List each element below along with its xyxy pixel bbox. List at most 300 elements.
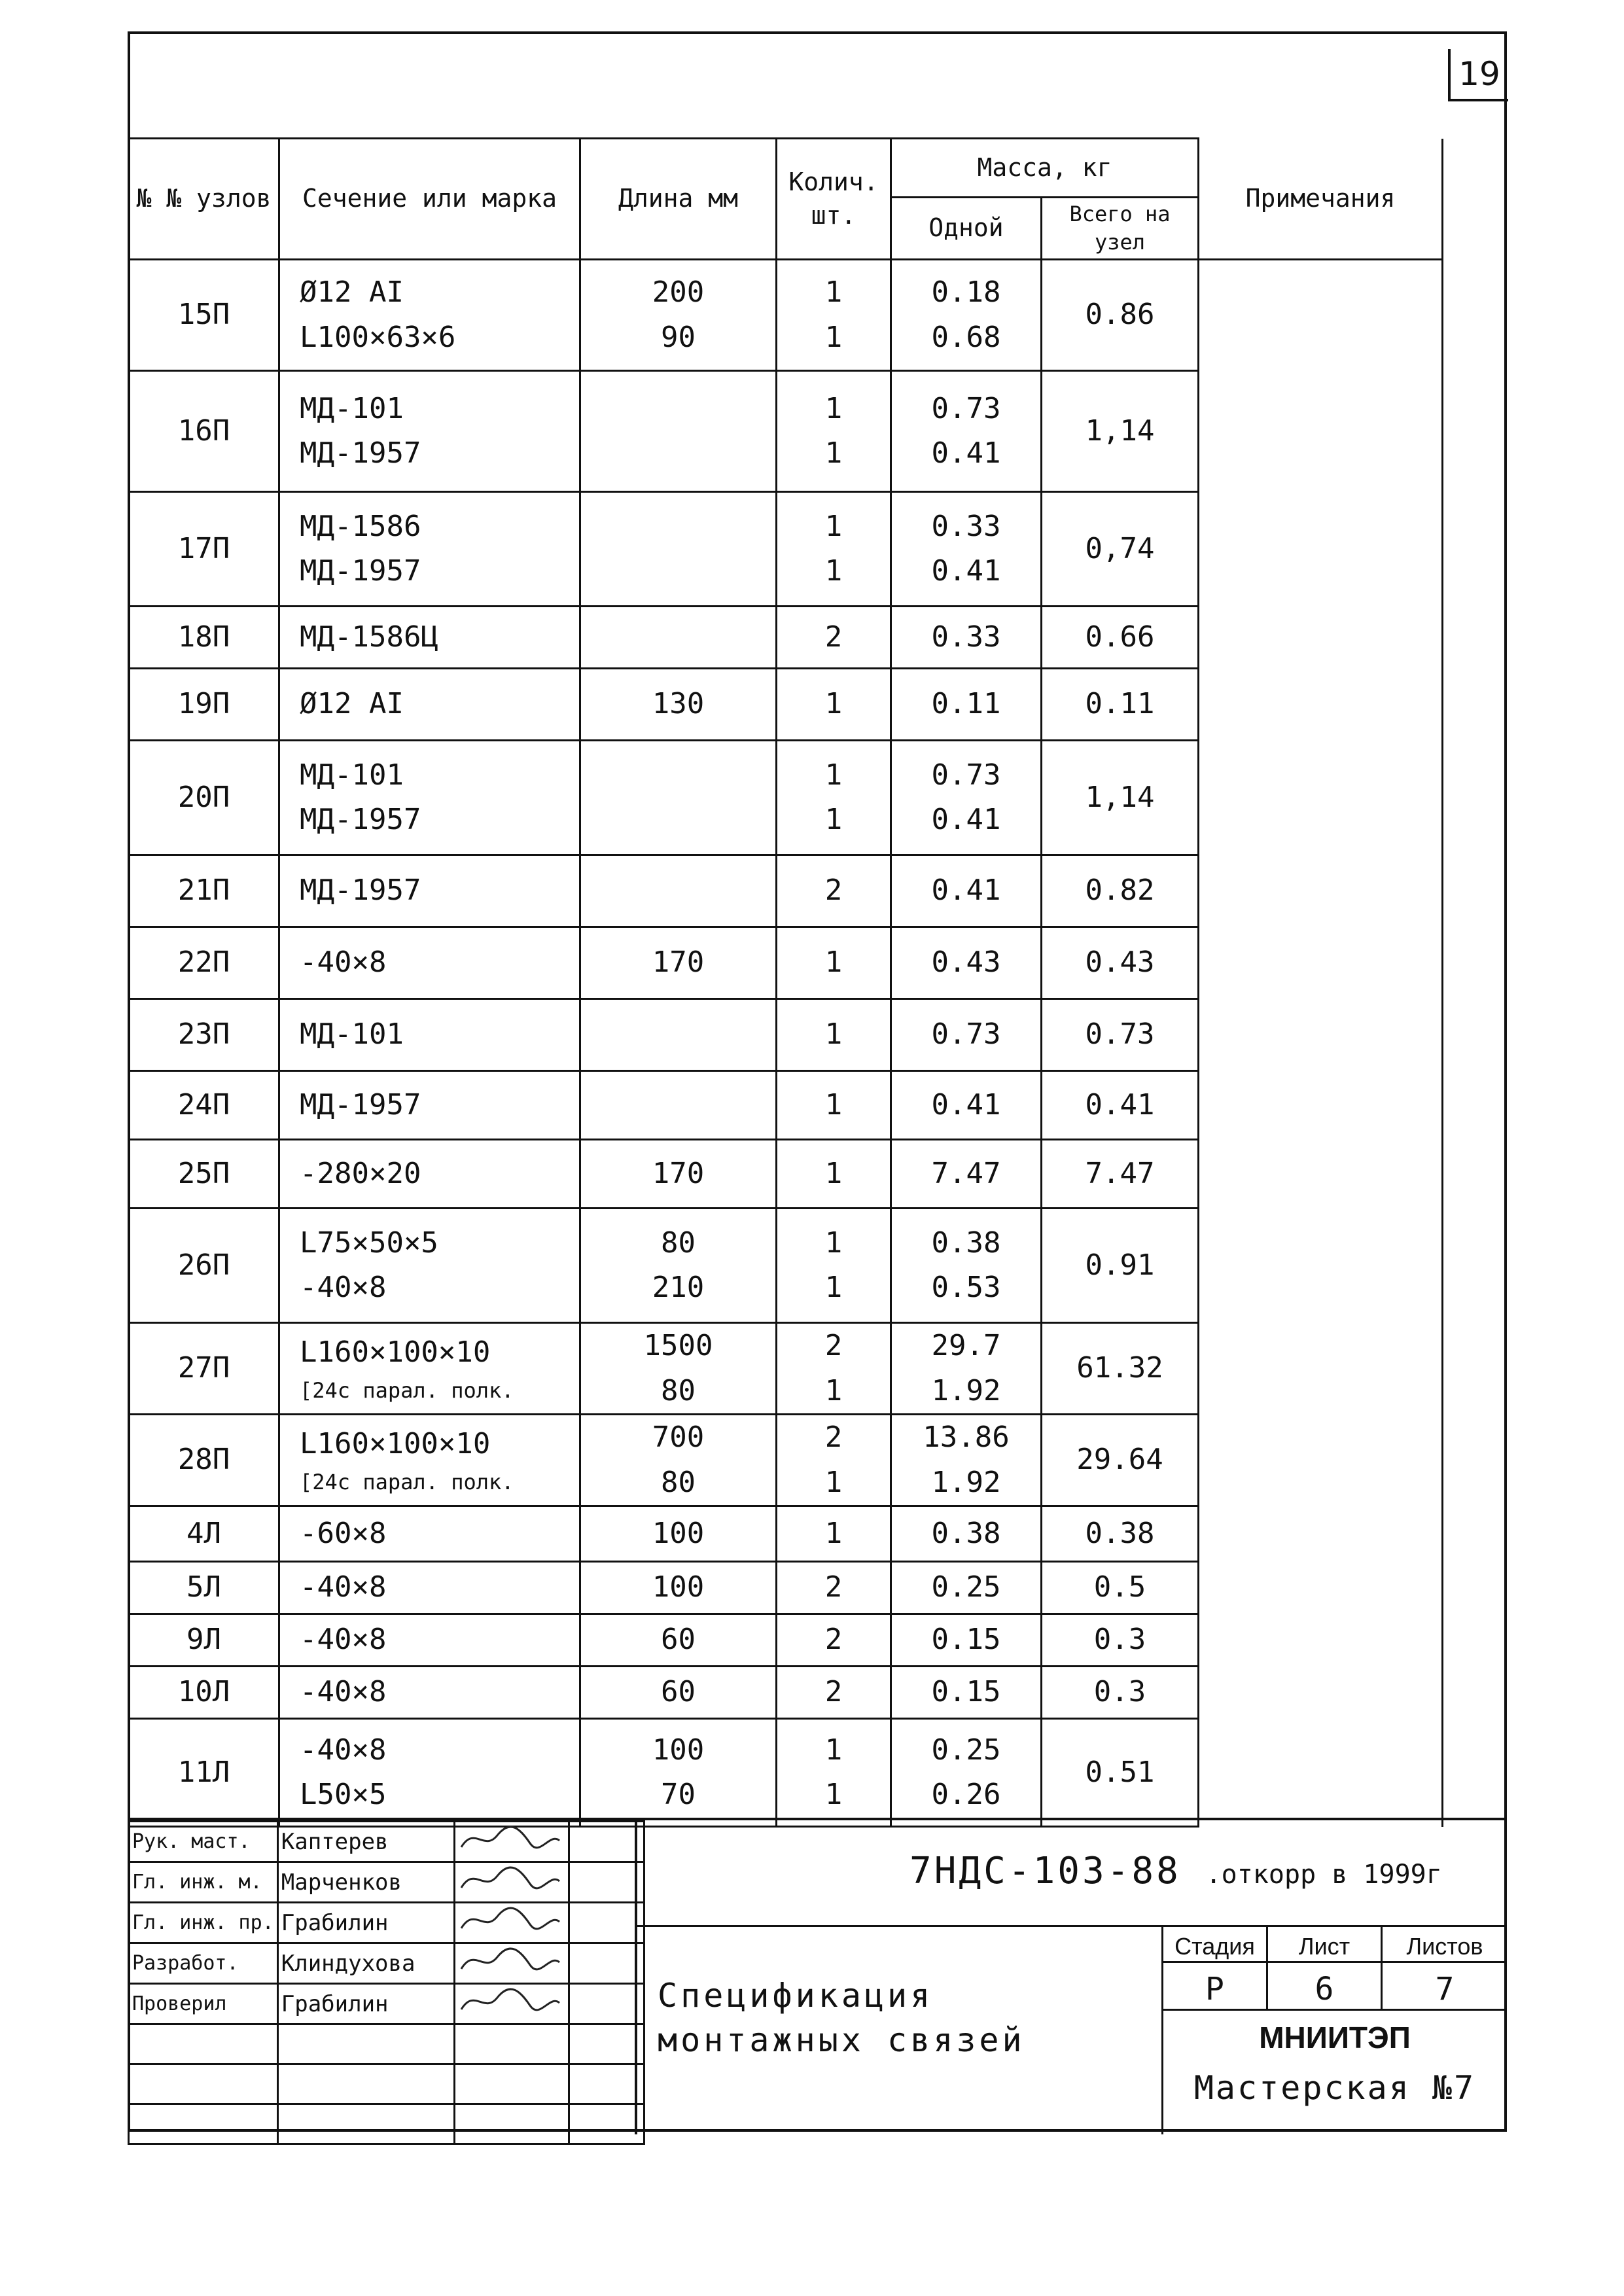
section-cell xyxy=(279,1614,580,1667)
table-row xyxy=(129,1209,1443,1323)
length-cell-line: 210 xyxy=(652,1271,705,1304)
qty-cell-line: 1 xyxy=(824,1226,843,1260)
title-block xyxy=(128,1818,1507,2132)
mass-one-cell xyxy=(891,1140,1042,1209)
stage-value: Р xyxy=(1205,1971,1224,2007)
table-row xyxy=(129,669,1443,741)
signature-scribble xyxy=(458,1944,563,1977)
length-cell-line: 60 xyxy=(661,1675,696,1709)
header-node-no: № № узлов xyxy=(129,139,279,260)
section-cell xyxy=(279,1209,580,1323)
staff-name: Каптерев xyxy=(277,1822,454,1862)
length-cell xyxy=(580,1209,777,1323)
signature-scribble xyxy=(458,1822,563,1855)
node-cell: 17П xyxy=(129,492,279,607)
length-cell-line: 170 xyxy=(652,945,705,980)
table-row xyxy=(129,492,1443,607)
length-cell-line: 80 xyxy=(661,1465,696,1499)
page-number: 19 xyxy=(1448,49,1508,101)
sheet-value: 6 xyxy=(1315,1971,1334,2007)
length-cell-line: 100 xyxy=(652,1516,705,1550)
length-cell-line: 130 xyxy=(652,687,705,721)
node-cell: 16П xyxy=(129,371,279,492)
stage-label: Стадия xyxy=(1174,1933,1255,1960)
section-cell-line: -40×8 xyxy=(300,1733,387,1767)
mass-one-cell-line: 0.38 xyxy=(931,1226,1001,1260)
table-row xyxy=(129,1140,1443,1209)
qty-cell-line: 2 xyxy=(824,1329,843,1363)
section-cell-line: -60×8 xyxy=(300,1516,387,1550)
qty-cell-line: 2 xyxy=(824,1421,843,1455)
qty-cell-line: 2 xyxy=(824,620,843,654)
qty-cell xyxy=(777,1562,891,1614)
notes-cell xyxy=(1199,260,1443,371)
staff-name: Грабилин xyxy=(277,1903,454,1943)
mass-total-cell: 61.32 xyxy=(1042,1323,1199,1415)
sheet-label: Лист xyxy=(1298,1933,1350,1960)
qty-cell xyxy=(777,1614,891,1667)
mass-one-cell xyxy=(891,855,1042,927)
node-cell: 9Л xyxy=(129,1614,279,1667)
mass-total-cell: 7.47 xyxy=(1042,1140,1199,1209)
section-cell-line: МД-1957 xyxy=(300,874,421,908)
length-cell xyxy=(580,1415,777,1506)
mass-one-cell-line: 0.33 xyxy=(931,620,1001,654)
mass-total-cell: 0.43 xyxy=(1042,927,1199,999)
notes-cell xyxy=(1199,371,1443,492)
qty-cell-line: 1 xyxy=(824,1733,843,1767)
notes-cell xyxy=(1199,1614,1443,1667)
mass-one-cell xyxy=(891,1506,1042,1562)
mass-one-cell-line: 0.38 xyxy=(931,1516,1001,1550)
length-cell xyxy=(580,1323,777,1415)
node-cell: 11Л xyxy=(129,1719,279,1827)
section-cell xyxy=(279,741,580,855)
mass-total-cell: 29.64 xyxy=(1042,1415,1199,1506)
staff-name: Марченков xyxy=(277,1862,454,1903)
qty-cell-line: 1 xyxy=(824,391,843,425)
header-section: Сечение или марка xyxy=(279,139,580,260)
qty-cell-line: 2 xyxy=(824,1623,843,1657)
length-cell xyxy=(580,855,777,927)
section-cell-line: МД-101 xyxy=(300,758,404,792)
section-cell-line: -40×8 xyxy=(300,1570,387,1604)
notes-cell xyxy=(1199,1506,1443,1562)
staff-row xyxy=(129,1984,644,2024)
node-cell: 24П xyxy=(129,1071,279,1140)
qty-cell-line: 1 xyxy=(824,1465,843,1499)
section-cell xyxy=(279,855,580,927)
signature xyxy=(454,1984,569,2024)
staff-table xyxy=(128,1820,645,2145)
mass-one-cell xyxy=(891,1323,1042,1415)
notes-cell xyxy=(1199,1667,1443,1719)
section-cell xyxy=(279,1323,580,1415)
mass-one-cell-line: 0.33 xyxy=(931,509,1001,543)
section-cell-line: МД-101 xyxy=(300,391,404,425)
section-cell-line: МД-1957 xyxy=(300,1087,421,1122)
mass-one-cell-line: 0.11 xyxy=(931,687,1001,721)
signature xyxy=(454,1943,569,1984)
mass-one-cell-line: 0.41 xyxy=(931,874,1001,908)
signature xyxy=(454,1822,569,1862)
qty-cell xyxy=(777,1719,891,1827)
mass-total-cell: 0,74 xyxy=(1042,492,1199,607)
qty-cell xyxy=(777,741,891,855)
mass-one-cell-line: 1.92 xyxy=(931,1465,1001,1499)
mass-one-cell xyxy=(891,1415,1042,1506)
staff-role: Гл. инж. пр. xyxy=(129,1903,278,1943)
table-row xyxy=(129,1719,1443,1827)
qty-cell-line: 1 xyxy=(824,945,843,980)
mass-total-cell: 0.5 xyxy=(1042,1562,1199,1614)
date-cell xyxy=(569,1984,644,2024)
length-cell-line: 200 xyxy=(652,275,705,309)
date-cell xyxy=(569,1943,644,1984)
staff-name: Клиндухова xyxy=(277,1943,454,1984)
section-cell-line: -40×8 xyxy=(300,1623,387,1657)
qty-cell-line: 1 xyxy=(824,687,843,721)
length-cell xyxy=(580,1562,777,1614)
node-cell: 18П xyxy=(129,607,279,669)
table-row xyxy=(129,371,1443,492)
section-cell-line: L160×100×10 xyxy=(300,1335,491,1369)
qty-cell-line: 1 xyxy=(824,275,843,309)
qty-cell-line: 2 xyxy=(824,1675,843,1709)
notes-cell xyxy=(1199,669,1443,741)
mass-one-cell xyxy=(891,260,1042,371)
staff-row xyxy=(129,1903,644,1943)
qty-cell-line: 1 xyxy=(824,1156,843,1190)
mass-one-cell xyxy=(891,1614,1042,1667)
mass-total-cell: 0.11 xyxy=(1042,669,1199,741)
document-code: 7НДС-103-88 xyxy=(909,1850,1181,1892)
notes-cell xyxy=(1199,1562,1443,1614)
section-cell-line: Ø12 AI xyxy=(300,275,404,309)
mass-one-cell xyxy=(891,669,1042,741)
length-cell xyxy=(580,371,777,492)
mass-one-cell-line: 0.25 xyxy=(931,1570,1001,1604)
table-row xyxy=(129,1323,1443,1415)
table-row xyxy=(129,855,1443,927)
node-cell: 19П xyxy=(129,669,279,741)
notes-cell xyxy=(1199,1140,1443,1209)
node-cell: 20П xyxy=(129,741,279,855)
length-cell xyxy=(580,741,777,855)
length-cell-line: 100 xyxy=(652,1733,705,1767)
qty-cell-line: 1 xyxy=(824,1017,843,1051)
notes-cell xyxy=(1199,741,1443,855)
section-cell-line: -40×8 xyxy=(300,1271,387,1304)
signature xyxy=(454,1903,569,1943)
node-cell: 10Л xyxy=(129,1667,279,1719)
qty-cell-line: 1 xyxy=(824,758,843,792)
table-row xyxy=(129,1071,1443,1140)
section-cell-line: [24с парал. полк. xyxy=(300,1469,514,1494)
length-cell-line: 80 xyxy=(661,1373,696,1407)
qty-cell xyxy=(777,1506,891,1562)
section-cell-line: МД-101 xyxy=(300,1017,404,1051)
node-cell: 25П xyxy=(129,1140,279,1209)
mass-total-cell: 0.91 xyxy=(1042,1209,1199,1323)
node-cell: 15П xyxy=(129,260,279,371)
header-mass-total: Всего на узел xyxy=(1042,198,1199,260)
staff-row xyxy=(129,1862,644,1903)
signature-scribble xyxy=(458,1985,563,2017)
mass-one-cell-line: 0.26 xyxy=(931,1778,1001,1811)
length-cell xyxy=(580,1071,777,1140)
mass-one-cell xyxy=(891,927,1042,999)
section-cell xyxy=(279,1667,580,1719)
section-cell xyxy=(279,607,580,669)
drawing-title: Спецификация монтажных связей xyxy=(658,1977,1025,2059)
qty-cell xyxy=(777,999,891,1071)
qty-cell-line: 1 xyxy=(824,1087,843,1122)
qty-cell xyxy=(777,492,891,607)
length-cell xyxy=(580,1140,777,1209)
header-row xyxy=(129,139,1443,198)
section-cell-line: L160×100×10 xyxy=(300,1426,491,1460)
length-cell-line: 170 xyxy=(652,1156,705,1190)
qty-cell xyxy=(777,1209,891,1323)
mass-one-cell-line: 0.73 xyxy=(931,758,1001,792)
mass-one-cell xyxy=(891,741,1042,855)
qty-cell xyxy=(777,1667,891,1719)
mass-total-cell: 0.51 xyxy=(1042,1719,1199,1827)
qty-cell-line: 1 xyxy=(824,320,843,354)
mass-one-cell-line: 0.73 xyxy=(931,1017,1001,1051)
mass-one-cell-line: 0.41 xyxy=(931,1087,1001,1122)
node-cell: 27П xyxy=(129,1323,279,1415)
staff-role: Гл. инж. м. xyxy=(129,1862,278,1903)
qty-cell-line: 1 xyxy=(824,803,843,836)
node-cell: 5Л xyxy=(129,1562,279,1614)
mass-one-cell-line: 0.41 xyxy=(931,803,1001,836)
document-number xyxy=(909,1850,1442,1892)
node-cell: 4Л xyxy=(129,1506,279,1562)
qty-cell xyxy=(777,927,891,999)
sheets-label: Листов xyxy=(1406,1933,1483,1960)
length-cell-line: 60 xyxy=(661,1623,696,1657)
qty-cell-line: 1 xyxy=(824,436,843,470)
section-cell xyxy=(279,1415,580,1506)
length-cell-line: 80 xyxy=(661,1226,696,1260)
section-cell-line: Ø12 AI xyxy=(300,687,404,721)
specification-table xyxy=(128,137,1443,1828)
mass-total-cell: 0.82 xyxy=(1042,855,1199,927)
length-cell-line: 70 xyxy=(661,1778,696,1811)
sheets-value: 7 xyxy=(1435,1971,1455,2007)
table-row xyxy=(129,1614,1443,1667)
signature xyxy=(454,1862,569,1903)
header-mass-one: Одной xyxy=(891,198,1042,260)
table-row xyxy=(129,1415,1443,1506)
mass-one-cell xyxy=(891,1562,1042,1614)
section-cell-line: МД-1586Ц xyxy=(300,620,438,654)
table-row xyxy=(129,741,1443,855)
staff-role: Проверил xyxy=(129,1984,278,2024)
mass-one-cell-line: 0.43 xyxy=(931,945,1001,980)
mass-total-cell: 0.38 xyxy=(1042,1506,1199,1562)
date-cell xyxy=(569,1822,644,1862)
section-cell xyxy=(279,1562,580,1614)
table-row xyxy=(129,1667,1443,1719)
section-cell xyxy=(279,1071,580,1140)
node-cell: 21П xyxy=(129,855,279,927)
section-cell-line: МД-1957 xyxy=(300,436,421,470)
mass-one-cell-line: 0.68 xyxy=(931,320,1001,354)
mass-one-cell xyxy=(891,999,1042,1071)
node-cell: 28П xyxy=(129,1415,279,1506)
mass-one-cell-line: 0.25 xyxy=(931,1733,1001,1767)
staff-name: Грабилин xyxy=(277,1984,454,2024)
staff-row xyxy=(129,1943,644,1984)
section-cell-line: МД-1957 xyxy=(300,803,421,836)
section-cell xyxy=(279,492,580,607)
qty-cell xyxy=(777,1071,891,1140)
qty-cell xyxy=(777,1323,891,1415)
section-cell xyxy=(279,669,580,741)
mass-one-cell xyxy=(891,371,1042,492)
qty-cell xyxy=(777,371,891,492)
workshop: Мастерская №7 xyxy=(1193,2069,1476,2107)
qty-cell xyxy=(777,669,891,741)
qty-cell-line: 1 xyxy=(824,1516,843,1550)
qty-cell-line: 1 xyxy=(824,554,843,588)
qty-cell-line: 2 xyxy=(824,1570,843,1604)
table-row xyxy=(129,607,1443,669)
notes-cell xyxy=(1199,999,1443,1071)
date-cell xyxy=(569,1903,644,1943)
mass-one-cell xyxy=(891,1209,1042,1323)
section-cell-line: МД-1957 xyxy=(300,554,421,588)
section-cell-line: L100×63×6 xyxy=(300,320,456,354)
staff-role: Разработ. xyxy=(129,1943,278,1984)
table-row xyxy=(129,927,1443,999)
section-cell-line: -280×20 xyxy=(300,1156,421,1190)
qty-cell xyxy=(777,1415,891,1506)
mass-one-cell-line: 0.18 xyxy=(931,275,1001,309)
mass-one-cell xyxy=(891,1071,1042,1140)
qty-cell-line: 2 xyxy=(824,874,843,908)
length-cell xyxy=(580,492,777,607)
qty-cell-line: 1 xyxy=(824,1271,843,1304)
correction-note: .откорр в 1999г xyxy=(1205,1860,1442,1890)
length-cell-line: 1500 xyxy=(643,1329,713,1363)
mass-total-cell: 0.3 xyxy=(1042,1667,1199,1719)
length-cell-line: 700 xyxy=(652,1421,705,1455)
mass-total-cell: 0.86 xyxy=(1042,260,1199,371)
notes-cell xyxy=(1199,1719,1443,1827)
mass-one-cell-line: 13.86 xyxy=(923,1421,1010,1455)
mass-total-cell: 0.41 xyxy=(1042,1071,1199,1140)
section-cell-line: -40×8 xyxy=(300,1675,387,1709)
length-cell-line: 90 xyxy=(661,320,696,354)
section-cell xyxy=(279,371,580,492)
mass-one-cell-line: 1.92 xyxy=(931,1373,1001,1407)
notes-cell xyxy=(1199,492,1443,607)
qty-cell xyxy=(777,1140,891,1209)
mass-total-cell: 0.73 xyxy=(1042,999,1199,1071)
qty-cell-line: 1 xyxy=(824,509,843,543)
notes-cell xyxy=(1199,1415,1443,1506)
mass-one-cell-line: 29.7 xyxy=(931,1329,1001,1363)
table-row xyxy=(129,1506,1443,1562)
qty-cell xyxy=(777,855,891,927)
section-cell xyxy=(279,927,580,999)
header-mass: Масса, кг xyxy=(891,139,1199,198)
length-cell xyxy=(580,999,777,1071)
qty-cell xyxy=(777,607,891,669)
mass-one-cell-line: 0.15 xyxy=(931,1675,1001,1709)
mass-one-cell-line: 0.53 xyxy=(931,1271,1001,1304)
mass-one-cell-line: 7.47 xyxy=(931,1156,1001,1190)
notes-cell xyxy=(1199,1071,1443,1140)
length-cell xyxy=(580,1506,777,1562)
mass-one-cell-line: 0.41 xyxy=(931,436,1001,470)
section-cell xyxy=(279,1140,580,1209)
section-cell xyxy=(279,999,580,1071)
section-cell xyxy=(279,260,580,371)
notes-cell xyxy=(1199,607,1443,669)
node-cell: 26П xyxy=(129,1209,279,1323)
staff-row xyxy=(129,1822,644,1862)
section-cell-line: [24с парал. полк. xyxy=(300,1377,514,1403)
mass-total-cell: 0.66 xyxy=(1042,607,1199,669)
table-row xyxy=(129,260,1443,371)
length-cell-line: 100 xyxy=(652,1570,705,1604)
notes-cell xyxy=(1199,1209,1443,1323)
qty-cell xyxy=(777,260,891,371)
staff-role: Рук. маст. xyxy=(129,1822,278,1862)
mass-one-cell-line: 0.41 xyxy=(931,554,1001,588)
length-cell xyxy=(580,1614,777,1667)
section-cell-line: МД-1586 xyxy=(300,509,421,543)
section-cell xyxy=(279,1506,580,1562)
qty-cell-line: 1 xyxy=(824,1778,843,1811)
date-cell xyxy=(569,1862,644,1903)
organization: МНИИТЭП xyxy=(1259,2021,1411,2055)
node-cell: 23П xyxy=(129,999,279,1071)
table-row xyxy=(129,999,1443,1071)
mass-one-cell-line: 0.15 xyxy=(931,1623,1001,1657)
node-cell: 22П xyxy=(129,927,279,999)
mass-total-cell: 1,14 xyxy=(1042,371,1199,492)
length-cell xyxy=(580,927,777,999)
section-cell-line: -40×8 xyxy=(300,945,387,980)
mass-one-cell xyxy=(891,1719,1042,1827)
length-cell xyxy=(580,260,777,371)
section-cell-line: L75×50×5 xyxy=(300,1226,438,1260)
mass-total-cell: 1,14 xyxy=(1042,741,1199,855)
qty-cell-line: 1 xyxy=(824,1373,843,1407)
signature-scribble xyxy=(458,1903,563,1936)
length-cell xyxy=(580,669,777,741)
mass-one-cell xyxy=(891,492,1042,607)
section-cell xyxy=(279,1719,580,1827)
notes-cell xyxy=(1199,855,1443,927)
signature-scribble xyxy=(458,1863,563,1896)
mass-total-cell: 0.3 xyxy=(1042,1614,1199,1667)
notes-cell xyxy=(1199,1323,1443,1415)
section-cell-line: L50×5 xyxy=(300,1778,387,1811)
table-row xyxy=(129,1562,1443,1614)
mass-one-cell xyxy=(891,607,1042,669)
header-notes: Примечания xyxy=(1199,139,1443,260)
mass-one-cell-line: 0.73 xyxy=(931,391,1001,425)
length-cell xyxy=(580,1719,777,1827)
header-length: Длина мм xyxy=(580,139,777,260)
